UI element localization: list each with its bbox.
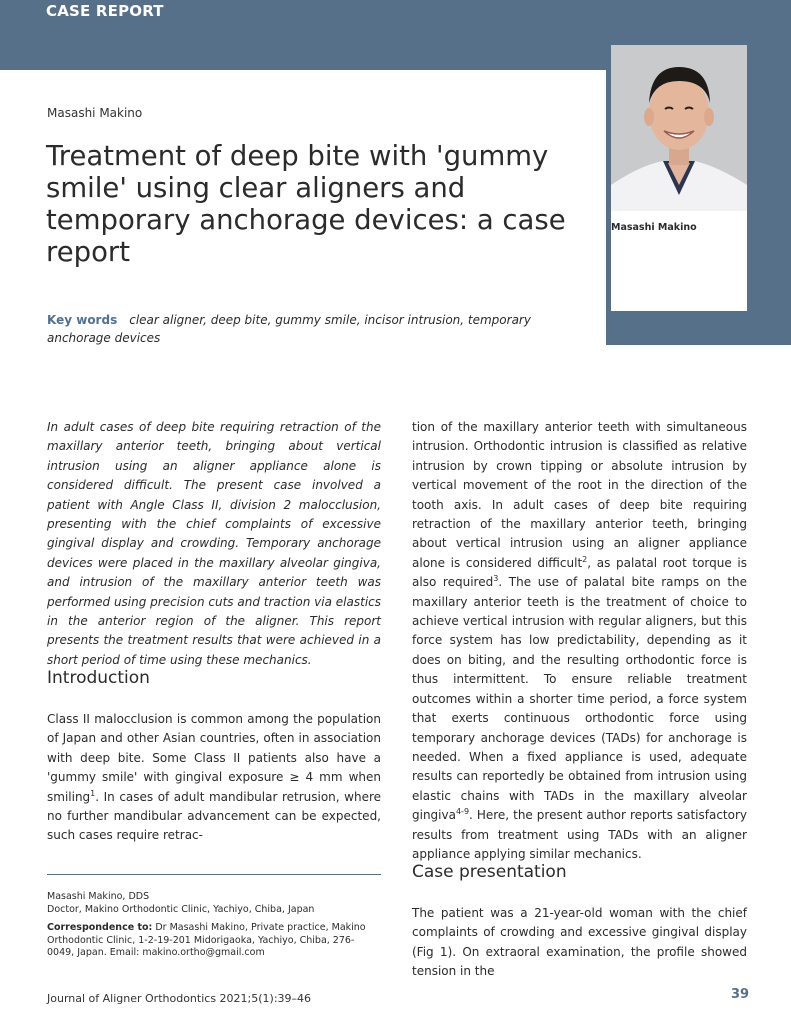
section-label: CASE REPORT [46,2,164,20]
page-number: 39 [731,987,750,1002]
introduction-paragraph [47,710,381,846]
correspondence [47,922,381,960]
photo-caption: Masashi Makino [611,222,697,233]
journal-citation: Journal of Aligner Orthodontics 2021;5(1):39–46 [47,992,312,1005]
right-citation-1: 2 [582,554,588,564]
right-text-1: tion of the maxillary anterior teeth with simultaneous intrusion. Orthodontic intrusion is classified as relative intrusion by crown tipping or absolute intrusion by vertical movement of the root in the direction of the tooth axis. In adult cases of deep bite requiring retraction of the maxillary anterior teeth, bringing about vertical intrusion using an aligner appliance alone is considered difficult [412,420,747,570]
affiliation-name: Masashi Makino, DDS [47,891,150,902]
keywords-label: Key words [47,313,118,327]
introduction-heading: Introduction [47,668,150,688]
affiliation-divider [47,874,381,875]
author-name: Masashi Makino [47,106,143,120]
right-text-4: . Here, the present author reports satisfactory results from treatment using TADs with an aligner appliance applying similar mechanics. [412,808,747,861]
keywords-text: clear aligner, deep bite, gummy smile, incisor intrusion, temporary anchorage devices [47,313,531,345]
introduction-continued-paragraph [412,418,747,864]
keywords [47,311,587,347]
affiliation-position: Doctor, Makino Orthodontic Clinic, Yachiyo, Chiba, Japan [47,903,315,915]
affiliation-block [47,891,381,960]
right-text-2: , as palatal root torque is also required [412,555,747,590]
author-portrait [611,45,747,211]
intro-text-2: . In cases of adult mandibular retrusion, where no further mandibular advancement can be expected, such cases require retrac- [47,789,381,843]
case-presentation-heading: Case presentation [412,862,567,882]
correspondence-text: Dr Masashi Makino, Private practice, Makino Orthodontic Clinic, 1-2-19-201 Midorigaoka, Yachiyo, Chiba, 276-0049, Japan. Email: makino.ortho@gmail.com [47,922,366,958]
intro-text-1: Class II malocclusion is common among the population of Japan and other Asian countries, often in association with deep bite. Some Class II patients also have a 'gummy smile' with gingival exposure ≥ 4 mm when smiling [47,712,381,804]
article-title: Treatment of deep bite with 'gummy smile' using clear aligners and temporary anchorage devices: a case report [46,140,566,268]
case-presentation-paragraph: The patient was a 21-year-old woman with the chief complaints of crowding and excessive gingival display (Fig 1). On extraoral examination, the profile showed tension in the [412,906,747,979]
intro-citation-1: 1 [90,788,96,798]
right-citation-2: 3 [493,574,499,584]
right-citation-3: 4-9 [455,807,470,817]
abstract: In adult cases of deep bite requiring retraction of the maxillary anterior teeth, bringing about vertical intrusion using an aligner appliance alone is considered difficult. The present case involved a patient with Angle Class II, division 2 malocclusion, presenting with the chief complaints of excessive gingival display and crowding. Temporary anchorage devices were placed in the maxillary alveolar gingiva, and intrusion of the maxillary anterior teeth was performed using precision cuts and traction via elastics in the anterior region of the aligner. This report presents the treatment results that were achieved in a short period of time using these mechanics. [47,420,381,667]
right-text-3: . The use of palatal bite ramps on the maxillary anterior teeth is the treatment of choice to achieve vertical intrusion with regular aligners, but this force system has low predictability, depending as it does on biting, and the resulting orthodontic force is thus intermittent. To ensure reliable treatment outcomes within a shorter time period, a force system that exerts continuous orthodontic force using temporary anchorage devices (TADs) for anchorage is needed. When a fixed appliance is used, adequate results can reportedly be obtained from intrusion using elastic chains with TADs in the maxillary alveolar gingiva [412,575,748,823]
correspondence-label: Correspondence to: [47,922,153,933]
